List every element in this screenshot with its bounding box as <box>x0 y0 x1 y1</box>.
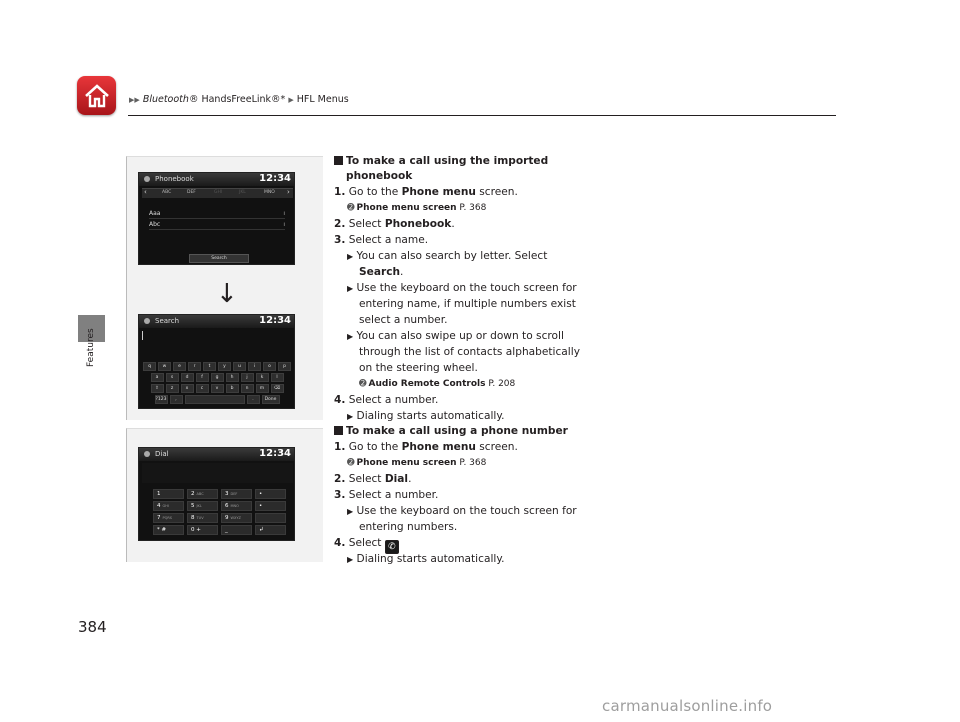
step-bold: Dial <box>384 473 409 485</box>
reference-page: P. 368 <box>456 203 487 213</box>
phone-status-icon <box>144 176 150 182</box>
key[interactable]: t <box>203 362 216 371</box>
step-bold: Phone menu <box>401 441 476 453</box>
cross-reference[interactable] <box>347 456 486 472</box>
down-arrow-icon: ↓ <box>216 279 238 309</box>
step-bold: Phonebook <box>384 218 452 230</box>
key[interactable]: r <box>188 362 201 371</box>
step <box>334 472 411 488</box>
phonebook-screen <box>138 172 295 265</box>
numpad-key[interactable] <box>187 489 218 499</box>
step-bold: Phone menu <box>401 186 476 198</box>
reference-page: P. 368 <box>456 458 487 468</box>
key-digit: 7 <box>157 515 161 521</box>
key-letters: ABC <box>196 492 204 496</box>
screen-title: Dial <box>155 450 169 458</box>
bullet-arrow-icon: ▶ <box>347 507 354 516</box>
numpad-key[interactable] <box>153 489 184 499</box>
backspace-key[interactable]: ⌫ <box>271 384 284 393</box>
key-digit: • <box>259 503 263 509</box>
key[interactable]: y <box>218 362 231 371</box>
substep <box>347 504 577 520</box>
key-letters: PQRS <box>162 516 173 520</box>
search-screen <box>138 314 295 409</box>
key-digit: 8 <box>191 515 195 521</box>
substep-cont: entering numbers. <box>359 521 458 533</box>
search-button[interactable]: Search <box>189 254 249 263</box>
breadcrumb-page: HFL Menus <box>296 94 349 105</box>
cross-reference[interactable] <box>359 377 515 393</box>
key[interactable]: u <box>233 362 246 371</box>
reference-label: Phone menu screen <box>356 458 457 468</box>
substep <box>347 249 547 265</box>
numpad-key[interactable] <box>187 513 218 523</box>
numpad-key[interactable] <box>221 501 252 511</box>
section-marker-icon <box>334 156 343 165</box>
illustration-panel-dial <box>126 428 323 562</box>
step-number: 2. <box>334 473 346 485</box>
tab-mno[interactable]: MNO <box>264 190 275 195</box>
section1-heading-line2: phonebook <box>346 170 413 182</box>
key-digit: 5 <box>191 503 195 509</box>
dial-screen <box>138 447 295 541</box>
numpad-key[interactable] <box>187 525 218 535</box>
substep <box>347 281 577 297</box>
letter-tabs <box>142 188 293 198</box>
heading-text: To make a call using the imported <box>346 155 549 167</box>
phone-status-icon <box>144 318 150 324</box>
screen-clock: 12:34 <box>259 173 291 184</box>
illustration-panel-phonebook <box>126 156 323 420</box>
step-number: 3. <box>334 234 346 246</box>
key-digit: 3 <box>225 491 229 497</box>
symbols-key[interactable]: ?123 <box>155 397 167 402</box>
tab-jkl[interactable]: JKL <box>239 190 246 195</box>
step-text: Go to the <box>348 186 402 198</box>
step <box>334 440 518 456</box>
step-text: Select a name. <box>348 234 429 246</box>
key[interactable]: w <box>158 362 171 371</box>
key-letters: TUV <box>196 516 204 520</box>
step-text: Select a number. <box>348 489 439 501</box>
numpad-key[interactable] <box>255 513 286 523</box>
key[interactable]: i <box>248 362 261 371</box>
key[interactable]: e <box>173 362 186 371</box>
key[interactable]: f <box>196 373 209 382</box>
substep-cont: entering name, if multiple numbers exist <box>359 298 576 310</box>
screen-clock: 12:34 <box>259 315 291 326</box>
substep-cont <box>359 265 403 281</box>
reference-arrow-icon: ➋ <box>347 203 355 213</box>
phone-icon: ı <box>283 221 285 228</box>
key[interactable]: l <box>271 373 284 382</box>
home-button[interactable] <box>77 76 116 115</box>
keyboard-row <box>141 384 293 393</box>
breadcrumb-brand[interactable]: Bluetooth <box>142 94 189 105</box>
step-number: 1. <box>334 186 346 198</box>
substep-text: You can also search by letter. Select <box>356 250 548 262</box>
breadcrumb-separator-icon: ▶ <box>288 96 294 104</box>
numpad-key[interactable] <box>187 501 218 511</box>
keyboard-row <box>141 373 293 382</box>
page-number: 384 <box>78 618 107 636</box>
key[interactable]: z <box>166 384 179 393</box>
step-text: Go to the <box>348 441 402 453</box>
key-digit: ↲ <box>259 527 264 533</box>
key-letters: MNO <box>230 504 239 508</box>
bullet-arrow-icon: ▶ <box>347 332 354 341</box>
step-text: . <box>408 473 412 485</box>
key-digit: 2 <box>191 491 195 497</box>
list-item[interactable] <box>149 221 285 230</box>
key[interactable]: p <box>278 362 291 371</box>
key[interactable]: x <box>181 384 194 393</box>
numpad-key[interactable] <box>153 513 184 523</box>
sidebar-label: Features <box>86 328 96 367</box>
numpad-row <box>153 513 286 523</box>
cross-reference[interactable] <box>347 201 486 217</box>
step-number: 2. <box>334 218 346 230</box>
step <box>334 217 455 233</box>
step-text: Select <box>348 473 385 485</box>
tab-abc[interactable]: ABC <box>162 190 172 195</box>
substep <box>347 552 504 568</box>
key-digit: 9 <box>225 515 229 521</box>
substep-text: Use the keyboard on the touch screen for <box>356 282 577 294</box>
key[interactable]: j <box>241 373 254 382</box>
header-divider <box>128 115 836 116</box>
substep-text: Dialing starts automatically. <box>356 553 505 565</box>
key-letters: GHI <box>162 504 169 508</box>
key-letters: WXYZ <box>230 516 241 520</box>
key[interactable]: h <box>226 373 239 382</box>
step-text: Select a number. <box>348 394 439 406</box>
numpad-row <box>153 525 286 535</box>
key[interactable]: a <box>151 373 164 382</box>
key[interactable]: b <box>226 384 239 393</box>
numpad-key[interactable] <box>153 525 184 535</box>
step-number: 4. <box>334 537 346 549</box>
key[interactable]: . <box>247 395 260 404</box>
keyboard-row <box>141 362 293 371</box>
step-text: screen. <box>475 441 518 453</box>
substep <box>347 409 504 425</box>
key[interactable]: v <box>211 384 224 393</box>
bullet-arrow-icon: ▶ <box>347 412 354 421</box>
numpad-row <box>153 489 286 499</box>
screen-title: Phonebook <box>155 175 194 183</box>
key[interactable]: n <box>241 384 254 393</box>
substep-cont: select a number. <box>359 314 448 326</box>
numpad-key[interactable] <box>221 513 252 523</box>
contact-name: Aaa <box>149 210 161 217</box>
numpad-key[interactable] <box>221 489 252 499</box>
step <box>334 185 518 201</box>
dial-number-display <box>142 463 293 483</box>
key[interactable]: m <box>256 384 269 393</box>
numpad <box>153 489 286 537</box>
space-key[interactable] <box>185 395 245 404</box>
substep-cont: on the steering wheel. <box>359 362 478 374</box>
step-number: 1. <box>334 441 346 453</box>
key-digit: _ <box>225 527 228 533</box>
numpad-key[interactable] <box>221 525 252 535</box>
breadcrumb-section[interactable]: ® HandsFreeLink®* <box>188 94 286 105</box>
reference-page: P. 208 <box>485 379 516 389</box>
key[interactable]: , <box>170 395 183 404</box>
key-digit: 4 <box>157 503 161 509</box>
substep-cont: through the list of contacts alphabetically <box>359 346 580 358</box>
done-key[interactable]: Done <box>262 395 280 404</box>
reference-label: Phone menu screen <box>356 203 457 213</box>
key-digit: * # <box>157 527 167 533</box>
step-text: screen. <box>475 186 518 198</box>
key-digit: 6 <box>225 503 229 509</box>
step <box>334 233 428 249</box>
key[interactable]: k <box>256 373 269 382</box>
reference-label: Audio Remote Controls <box>368 379 486 389</box>
step <box>334 393 438 409</box>
onscreen-keyboard <box>141 362 293 406</box>
key[interactable]: q <box>143 362 156 371</box>
key-letters: JKL <box>196 504 202 508</box>
home-icon <box>83 83 111 109</box>
substep-bold: Search <box>359 266 401 278</box>
step-number: 4. <box>334 394 346 406</box>
section2-heading <box>334 424 568 440</box>
key[interactable]: g <box>211 373 224 382</box>
heading-text: To make a call using a phone number <box>346 425 568 437</box>
phone-icon: ı <box>283 210 285 217</box>
numpad-key[interactable] <box>255 525 286 535</box>
step-number: 3. <box>334 489 346 501</box>
key[interactable]: c <box>196 384 209 393</box>
section-marker-icon <box>334 426 343 435</box>
tab-def[interactable]: DEF <box>187 190 196 195</box>
keyboard-row <box>141 395 293 404</box>
substep-text: You can also swipe up or down to scroll <box>356 330 564 342</box>
call-button-icon: ✆ <box>385 540 399 554</box>
numpad-key[interactable] <box>153 501 184 511</box>
step <box>334 488 438 504</box>
key-digit: 1 <box>157 491 161 497</box>
reference-arrow-icon: ➋ <box>359 379 367 389</box>
tab-ghi[interactable]: GHI <box>214 190 223 195</box>
key[interactable]: d <box>181 373 194 382</box>
breadcrumb <box>129 94 349 105</box>
key-digit: • <box>259 491 263 497</box>
numpad-key[interactable] <box>255 489 286 499</box>
screen-title: Search <box>155 317 180 325</box>
list-item[interactable] <box>149 210 285 219</box>
tab-left-arrow-icon[interactable]: ‹ <box>144 188 147 196</box>
substep-text: Dialing starts automatically. <box>356 410 505 422</box>
watermark-footer: carmanualsonline.info <box>602 697 773 715</box>
substep <box>347 329 564 345</box>
substep-text: . <box>400 266 404 278</box>
screen-clock: 12:34 <box>259 448 291 459</box>
tab-right-arrow-icon[interactable]: › <box>287 188 290 196</box>
bullet-arrow-icon: ▶ <box>347 284 354 293</box>
key-digit: 0 + <box>191 527 201 533</box>
step-text: . <box>451 218 455 230</box>
substep-text: Use the keyboard on the touch screen for <box>356 505 577 517</box>
bullet-arrow-icon: ▶ <box>347 555 354 564</box>
numpad-key[interactable] <box>255 501 286 511</box>
shift-key[interactable]: ⇧ <box>151 384 164 393</box>
key[interactable]: o <box>263 362 276 371</box>
contact-name: Abc <box>149 221 161 228</box>
reference-arrow-icon: ➋ <box>347 458 355 468</box>
phone-status-icon <box>144 451 150 457</box>
key-letters: DEF <box>230 492 238 496</box>
step-text: Select <box>348 537 385 549</box>
numpad-row <box>153 501 286 511</box>
step-text: Select <box>348 218 385 230</box>
key[interactable]: s <box>166 373 179 382</box>
breadcrumb-arrow-icon: ▶▶ <box>129 96 140 104</box>
bullet-arrow-icon: ▶ <box>347 252 354 261</box>
text-cursor <box>142 331 143 340</box>
section1-heading <box>334 154 548 170</box>
